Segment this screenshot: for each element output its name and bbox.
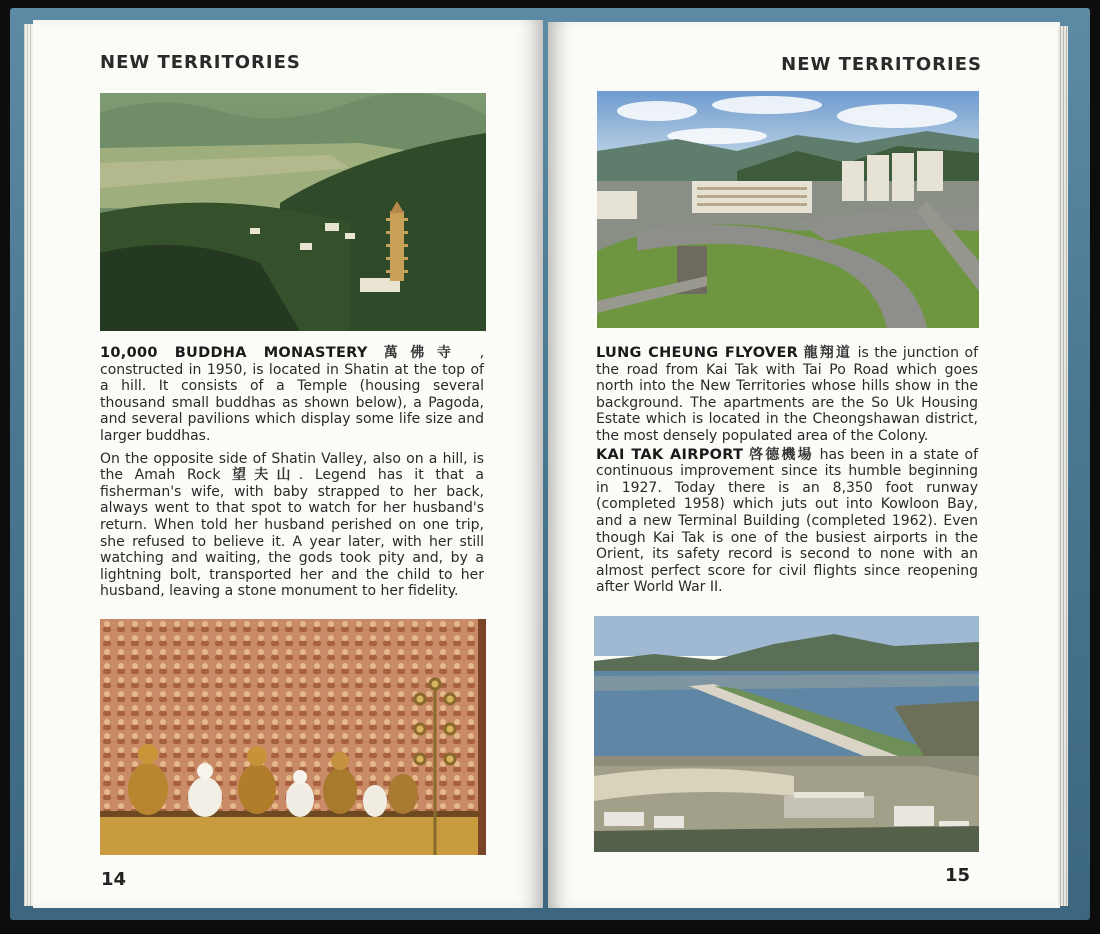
running-head-right: NEW TERRITORIES <box>781 54 982 75</box>
monastery-heading-cjk: 萬佛寺 <box>383 345 464 361</box>
amah-rock-paragraph <box>100 451 484 600</box>
airport-body: has been in a state of continuous improvement since its humble beginning in 1927. Today there is an 8,350 foot runway (completed 1958) which juts out into Kowloon Bay, and a new Terminal Building (completed 1962). Even though Kai Tak is one of the busiest airports in the Orient, its safety record is second to none with an almost perfect score for civil flights since reopening after World War II. <box>596 446 979 596</box>
page-number-left: 14 <box>101 869 127 890</box>
photo-lung-cheung-flyover <box>597 91 979 328</box>
flyover-heading-cjk: 龍翔道 <box>803 345 852 361</box>
photo-interior-icon <box>100 619 486 855</box>
left-page <box>33 20 543 908</box>
photo-kai-tak-airport <box>594 616 979 852</box>
photo-buddha-wall <box>100 619 486 855</box>
photo-shatin-monastery <box>100 93 486 331</box>
running-head-left: NEW TERRITORIES <box>100 52 301 73</box>
flyover-body: is the junction of the road from Kai Tak with Tai Po Road which goes north into the New Territories whose hills show in the background. The apartments are the So Uk Housing Estate which is located in the Cheongshawan district, the most densely populated area of the Colony. <box>596 345 979 444</box>
flyover-heading: LUNG CHEUNG FLYOVER <box>596 345 799 361</box>
airport-paragraph <box>596 447 978 596</box>
photo-road-icon <box>597 91 979 328</box>
amah-rock-body-before: On the opposite side of Shatin Valley, also on a hill, is the Amah Rock <box>100 450 484 484</box>
monastery-text <box>100 345 484 606</box>
monastery-paragraph <box>100 345 484 445</box>
right-page <box>548 22 1060 908</box>
amah-rock-body-after: . Legend has it that a fisherman's wife, with baby strapped to her back, always went to that spot to watch for her husband's return. When told her husband perished on one trip, she refused to believe it. A year later, with her still watching and waiting, the gods took pity and, by a lightning bolt, transported her and the child to her husband, leaving a stone monument to her fidelity. <box>100 467 485 600</box>
page-number-right: 15 <box>944 865 970 886</box>
airport-heading-cjk: 啓德機場 <box>748 446 814 463</box>
flyover-text <box>596 345 978 602</box>
page-edges-right <box>1058 26 1068 906</box>
monastery-heading: 10,000 BUDDHA MONASTERY <box>100 345 368 361</box>
photo-landscape-icon <box>100 93 486 331</box>
flyover-paragraph <box>596 345 978 445</box>
amah-rock-cjk: 望夫山 <box>232 467 299 484</box>
photo-airport-icon <box>594 616 979 852</box>
monastery-body: , constructed in 1950, is located in Shatin at the top of a hill. It consists of a Temple (housing several thousand small buddhas as shown below), a Pagoda, and several pavilions which display some life size and larger buddhas. <box>100 345 485 444</box>
airport-heading: KAI TAK AIRPORT <box>596 446 744 463</box>
page-edges-left <box>24 24 33 906</box>
